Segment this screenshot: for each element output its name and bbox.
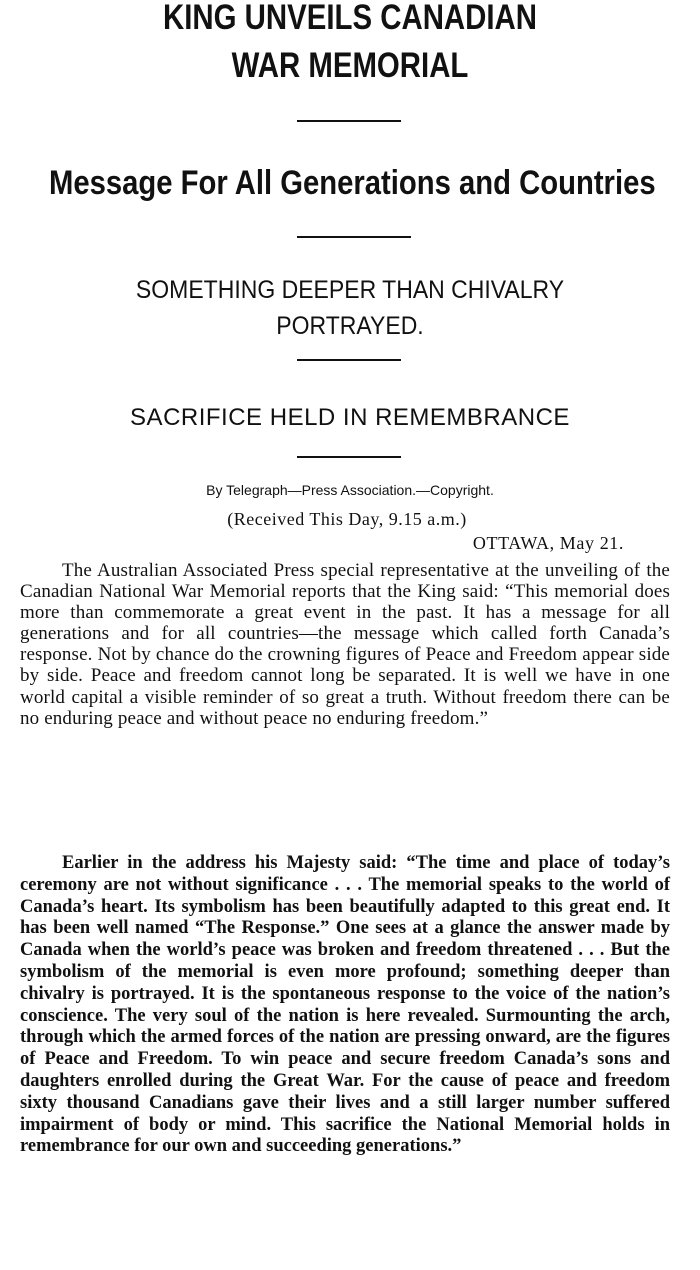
headline-line-1: KING UNVEILS CANADIAN	[162, 0, 538, 37]
divider-rule	[297, 120, 401, 122]
article-paragraph: The Australian Associated Press special representative at the unveiling of the Canadian National War Memorial reports that the King said: “This memorial does more than commemorate a great event in the past. It has a message for all generations and for all countries—the message which called forth Canada’s response. Not by chance do the crowning figures of Peace and Freedom appear side by side. Peace and freedom cannot long be separated. It is well we have in one world capital a visible reminder of so great a truth. Without freedom there can be no enduring peace and without peace no enduring freedom.”	[20, 560, 670, 729]
dateline: OTTAWA, May 21.	[472, 533, 624, 553]
divider-rule	[297, 236, 411, 238]
divider-rule	[297, 456, 401, 458]
deck-line-2: PORTRAYED.	[276, 312, 424, 340]
article-paragraph: Earlier in the address his Majesty said: “The time and place of today’s ceremony are not without significance . . . The memorial speaks to the world of Canada’s heart. Its symbolism has been beautifully adapted to this great end. It has been well named “The Response.” One sees at a glance the answer made by Canada when the world’s peace was broken and freedom threatened . . . But the symbolism of the memorial is even more profound; something deeper than chivalry is portrayed. It is the spontaneous response to the voice of the nation’s conscience. The very soul of the nation is here revealed. Surmounting the arch, through which the armed forces of the nation are pressing onward, are the figures of Peace and Freedom. To win peace and secure freedom Canada’s sons and daughters enrolled during the Great War. For the cause of peace and freedom sixty thousand Canadians gave their lives and a still larger number suffered impairment of body or mind. This sacrifice the National Memorial holds in remembrance for our own and succeeding generations.”	[20, 853, 670, 1157]
deck-secondary: SACRIFICE HELD IN REMEMBRANCE	[130, 404, 570, 431]
received-time: (Received This Day, 9.15 a.m.)	[227, 509, 467, 529]
byline: By Telegraph—Press Association.—Copyright.	[206, 482, 494, 498]
divider-rule	[297, 359, 401, 361]
subheadline: Message For All Generations and Countries	[49, 164, 656, 202]
deck-line-1: SOMETHING DEEPER THAN CHIVALRY	[135, 276, 565, 304]
headline-line-2: WAR MEMORIAL	[231, 46, 469, 85]
